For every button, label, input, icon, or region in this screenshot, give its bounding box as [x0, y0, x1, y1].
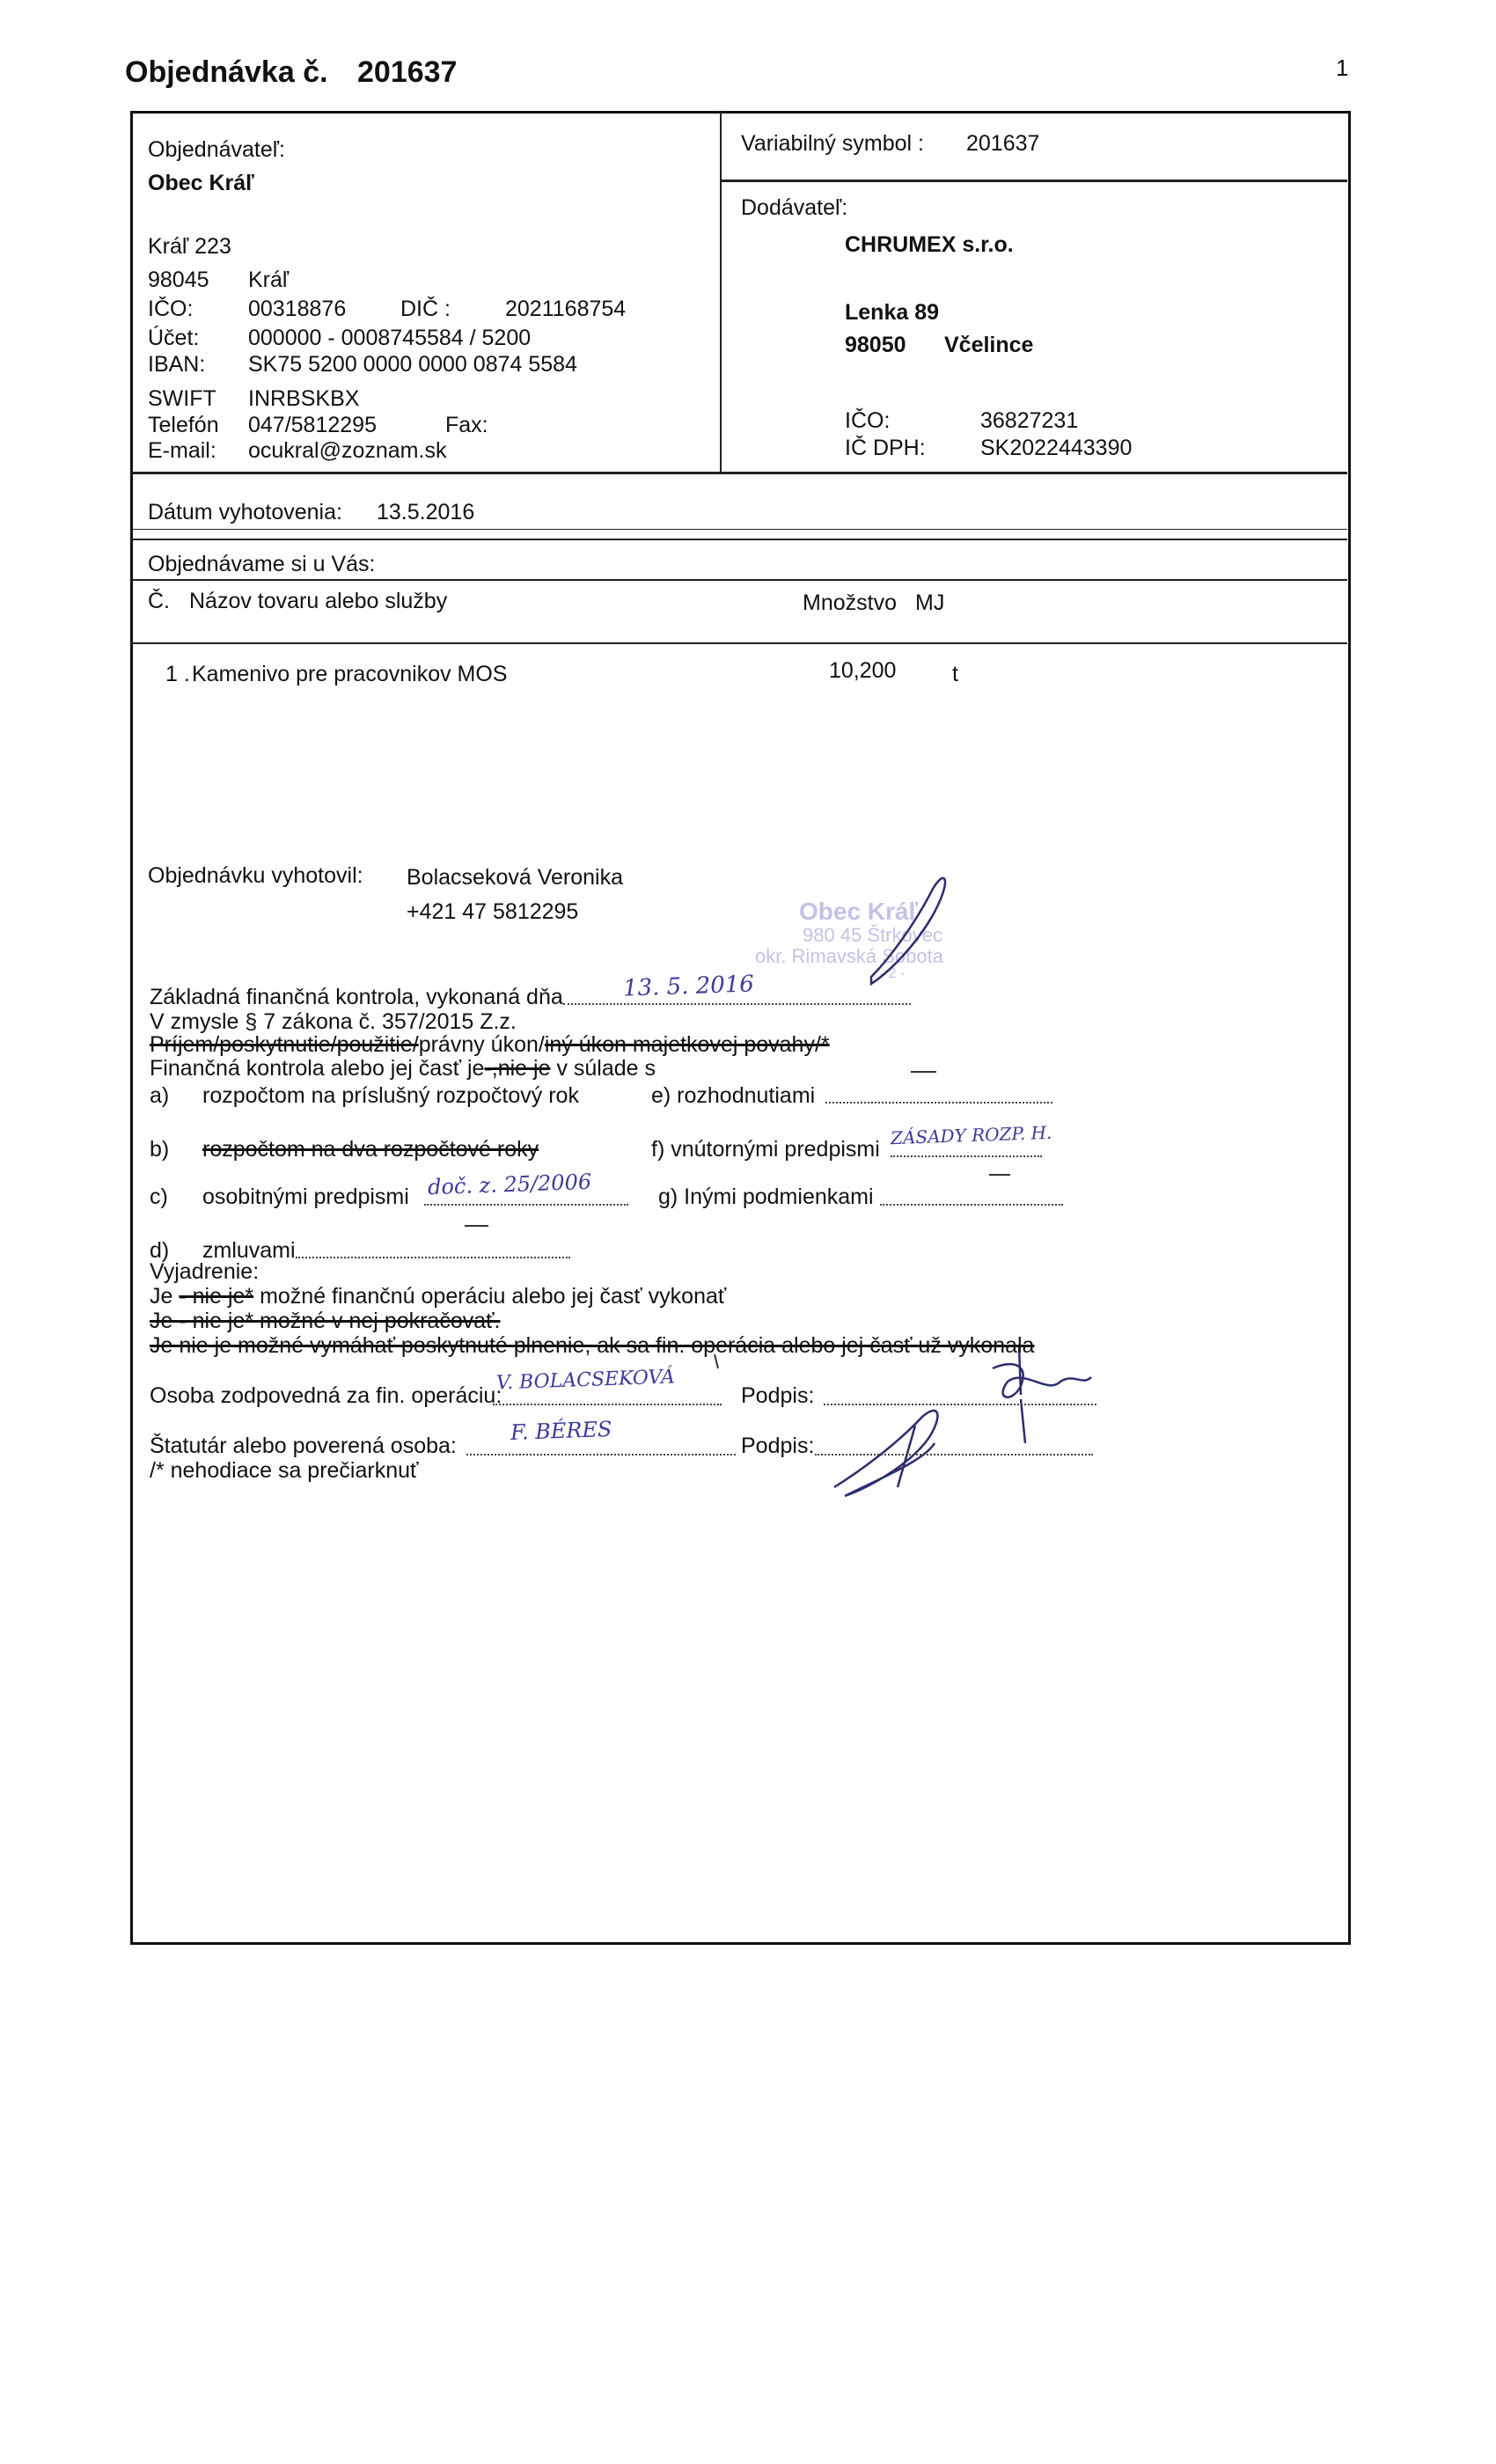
- supplier-street: Lenka 89: [845, 300, 940, 325]
- buyer-account: 000000 - 0008745584 / 5200: [248, 326, 532, 350]
- option-b-label: b): [150, 1137, 170, 1162]
- buyer-dic-label: DIČ :: [400, 297, 451, 321]
- dotted-g: [880, 1204, 1063, 1206]
- buyer-phone: 047/5812295: [248, 413, 377, 437]
- dotted-stat-sign: [815, 1454, 1093, 1456]
- statement-label: Vyjadrenie:: [150, 1259, 260, 1284]
- line3-strike: Príjem/poskytnutie/použitie/: [150, 1032, 419, 1057]
- row-unit: t: [952, 662, 958, 686]
- buyer-swift: INRBSKBX: [248, 386, 360, 411]
- col-no: Č.: [148, 589, 170, 613]
- stat-hand: F. BÉRES: [510, 1416, 612, 1446]
- footnote: /* nehodiace sa prečiarknuť: [150, 1458, 419, 1483]
- col-name: Názov tovaru alebo služby: [189, 589, 448, 613]
- date-value: 13.5.2016: [377, 500, 475, 524]
- statement-3: Je nie je možné vymáhať poskytnuté plnenie, ak sa fin. operácia alebo jej časť už vykonala: [150, 1333, 1035, 1358]
- option-d-text: zmluvami: [202, 1238, 296, 1263]
- buyer-email: ocukral@zoznam.sk: [248, 438, 447, 463]
- option-g-text: g) Inými podmienkami: [658, 1184, 874, 1209]
- buyer-account-label: Účet:: [148, 326, 200, 350]
- buyer-phone-label: Telefón: [148, 413, 219, 437]
- stat-label: Štatutár alebo poverená osoba:: [150, 1434, 457, 1458]
- buyer-street: Kráľ 223: [148, 234, 231, 259]
- row-name: Kamenivo pre pracovnikov MOS: [192, 662, 508, 686]
- stat-sign-label: Podpis:: [741, 1434, 815, 1458]
- author-phone: +421 47 5812295: [407, 899, 579, 924]
- resp-label: Osoba zodpovedná za fin. operáciu:: [150, 1383, 502, 1408]
- dotted-resp: [493, 1404, 722, 1405]
- dotted-basic: [563, 1003, 911, 1005]
- resp-hand: V. BOLACSEKOVÁ: [495, 1366, 676, 1395]
- dotted-stat: [466, 1454, 736, 1456]
- buyer-zip: 98045: [148, 268, 209, 292]
- supplier-icdph-label: IČ DPH:: [845, 436, 926, 460]
- option-d-label: d): [150, 1238, 170, 1263]
- buyer-label: Objednávateľ:: [148, 137, 286, 162]
- buyer-iban: SK75 5200 0000 0000 0874 5584: [248, 352, 577, 377]
- option-a-label: a): [150, 1083, 170, 1108]
- supplier-icdph: SK2022443390: [980, 436, 1133, 460]
- supplier-ico-label: IČO:: [845, 408, 891, 433]
- s1-b: možné finančnú operáciu alebo jej časť vykonať: [260, 1284, 727, 1309]
- buyer-name: Obec Kráľ: [148, 171, 254, 195]
- dotted-d: [296, 1257, 570, 1258]
- row-no: 1 .: [165, 662, 190, 686]
- line3-strike2: iný úkon majetkovej povahy/*: [544, 1032, 830, 1057]
- dotted-c: [424, 1204, 628, 1206]
- supplier-label: Dodávateľ:: [741, 195, 848, 220]
- vs-value: 201637: [966, 131, 1040, 156]
- supplier-ico: 36827231: [980, 408, 1079, 433]
- control-line3: [150, 1031, 830, 1058]
- stamp-line1: Obec Kráľ: [799, 898, 919, 925]
- stamp-line4: - 2 -: [880, 966, 906, 981]
- buyer-ico: 00318876: [248, 297, 347, 321]
- supplier-city: Včelince: [944, 333, 1034, 357]
- buyer-city: Kráľ: [248, 268, 290, 292]
- buyer-ico-label: IČO:: [148, 297, 194, 321]
- stamp-line2: 980 45 Štrkovec: [803, 924, 942, 946]
- title-label: Objednávka č.: [125, 55, 328, 89]
- col-qty: Množstvo: [803, 590, 897, 615]
- buyer-dic: 2021168754: [505, 297, 627, 321]
- s1-strike: - nie je*: [179, 1284, 254, 1309]
- signature-resp: [993, 1346, 1091, 1443]
- stamp-line3: okr. Rimavská Sobota: [755, 945, 943, 967]
- page-number: 1: [1336, 55, 1349, 81]
- statement-1: [150, 1283, 726, 1309]
- option-c-text: osobitnými predpismi: [202, 1184, 409, 1209]
- signature-stamp-area: [871, 878, 945, 984]
- option-a-text: rozpočtom na príslušný rozpočtový rok: [202, 1083, 579, 1108]
- col-unit: MJ: [915, 590, 945, 615]
- buyer-iban-label: IBAN:: [148, 352, 206, 377]
- author-name: Bolacseková Veronika: [407, 865, 623, 890]
- buyer-fax-label: Fax:: [445, 413, 488, 437]
- resp-sign-label: Podpis:: [741, 1383, 815, 1408]
- order-number: 201637: [357, 55, 458, 89]
- row-qty: 10,200: [829, 658, 897, 683]
- control-basic-date: 13. 5. 2016: [622, 971, 755, 1002]
- statement-2: Je - nie je* možné v nej pokračovať.: [150, 1309, 501, 1333]
- order-intro: Objednávame si u Vás:: [148, 552, 376, 576]
- line4-a: Finančná kontrola alebo jej časť je: [150, 1056, 485, 1081]
- option-f-hand: ZÁSADY ROZP. H.: [890, 1121, 1052, 1149]
- option-c-hand: doč. z. 25/2006: [427, 1169, 592, 1200]
- s1-a: Je: [150, 1284, 173, 1309]
- option-e-text: e) rozhodnutiami: [651, 1083, 816, 1108]
- buyer-email-label: E-mail:: [148, 438, 216, 463]
- dotted-e: [825, 1102, 1052, 1104]
- vs-label: Variabilný symbol :: [741, 131, 924, 156]
- date-label: Dátum vyhotovenia:: [148, 500, 342, 524]
- line4-b: v súlade s: [556, 1056, 656, 1081]
- option-c-label: c): [150, 1184, 168, 1209]
- supplier-name: CHRUMEX s.r.o.: [845, 232, 1014, 257]
- dotted-f: [891, 1155, 1042, 1157]
- control-line4: [150, 1055, 656, 1082]
- buyer-swift-label: SWIFT: [148, 386, 216, 411]
- control-law: V zmysle § 7 zákona č. 357/2015 Z.z.: [150, 1009, 517, 1034]
- line4-strike: -,nie je: [484, 1056, 551, 1081]
- author-label: Objednávku vyhotovil:: [148, 863, 363, 888]
- dotted-resp-sign: [824, 1404, 1096, 1405]
- option-b-text: rozpočtom na dva rozpočtové roky: [202, 1137, 539, 1162]
- supplier-zip: 98050: [845, 333, 906, 357]
- option-f-text: f) vnútornými predpismi: [651, 1137, 880, 1162]
- control-basic-label: Základná finančná kontrola, vykonaná dňa: [150, 985, 563, 1009]
- line3-mid: právny úkon/: [418, 1032, 545, 1057]
